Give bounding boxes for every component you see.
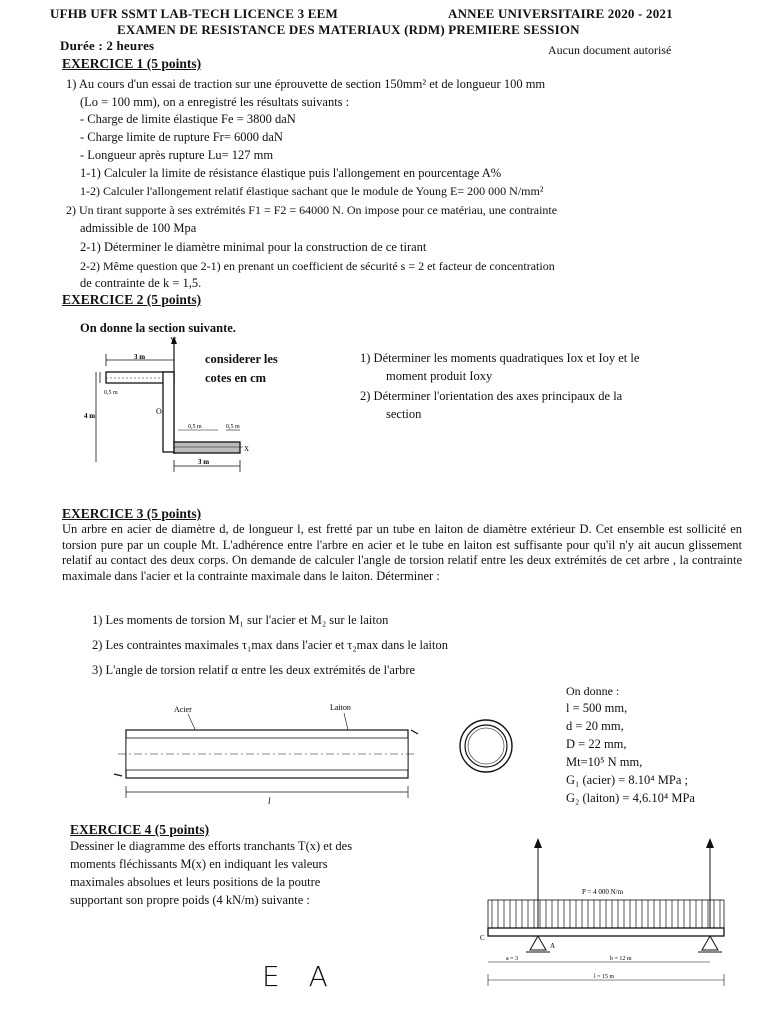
ex4-line: maximales absolues et leurs positions de la poutre	[70, 875, 321, 889]
ex2-dim-thick: 0,5 m	[104, 390, 118, 396]
ex4-line: supportant son propre poids (4 kN/m) suivante :	[70, 893, 310, 907]
ex2-title: EXERCICE 2 (5 points)	[62, 292, 202, 307]
header-exam-title: EXAMEN DE RESISTANCE DES MATERIAUX (RDM) PREMIERE SESSION	[117, 22, 580, 37]
ex2-dim-bottom: 3 m	[198, 458, 210, 466]
ex3-given: D = 22 mm,	[566, 737, 627, 751]
ex3-question: 2) Les contraintes maximales τ₁max dans l'acier et τ₂max dans le laiton	[92, 638, 448, 652]
ex4-beam-figure	[470, 834, 740, 998]
header-no-docs: Aucun document autorisé	[548, 43, 672, 57]
ex2-question: 1) Déterminer les moments quadratiques Iox et Ioy et le	[360, 351, 640, 365]
ex3-question: 1) Les moments de torsion M₁ sur l'acier et M₂ sur le laiton	[92, 613, 389, 627]
ex2-x-label: X	[244, 445, 250, 453]
handwritten-initials: E A	[262, 960, 338, 993]
ex3-label-l: l	[268, 796, 271, 806]
ex4-line: moments fléchissants M(x) en indiquant les valeurs	[70, 857, 328, 871]
ex1-line: 1-2) Calculer l'allongement relatif élastique sachant que le module de Young E= 200 000 N/mm²	[80, 184, 544, 198]
ex1-line: 1-1) Calculer la limite de résistance élastique puis l'allongement en pourcentage A%	[80, 166, 502, 180]
header-duration: Durée : 2 heures	[60, 38, 155, 53]
ex1-line: 2) Un tirant supporte à ses extrémités F1 = F2 = 64000 N. On impose pour ce matériau, une contrainte	[66, 203, 558, 217]
ex2-question: section	[386, 407, 422, 421]
ex3-given: G₂ (laiton) = 4,6.10⁴ MPa	[566, 791, 695, 805]
ex2-note: cotes en cm	[205, 371, 267, 385]
ex4-load-label: P = 4 000 N/m	[582, 888, 624, 896]
ex1-line: - Charge de limite élastique Fe = 3800 daN	[80, 112, 296, 126]
ex3-cross-section	[456, 716, 516, 776]
ex3-given: d = 20 mm,	[566, 719, 624, 733]
ex3-given-title: On donne :	[566, 684, 620, 698]
ex4-label-c: C	[480, 934, 485, 942]
header-institution: UFHB UFR SSMT LAB-TECH LICENCE 3 EEM	[50, 6, 338, 21]
ex2-dim-height: 4 m	[84, 412, 96, 420]
ex3-shaft-figure	[108, 700, 428, 810]
ex1-line: admissible de 100 Mpa	[80, 221, 197, 235]
ex1-line: 2-2) Même question que 2-1) en prenant un coefficient de sécurité s = 2 et facteur de concentration	[80, 259, 555, 273]
ex4-dim-l: l = 15 m	[594, 974, 615, 980]
ex4-dim-b: b = 12 m	[610, 956, 632, 962]
ex2-dim-web: 0,5 m	[188, 424, 202, 430]
ex3-given: G₁ (acier) = 8.10⁴ MPa ;	[566, 773, 688, 787]
ex1-line: - Longueur après rupture Lu= 127 mm	[80, 148, 274, 162]
ex4-dim-a: a = 3	[506, 956, 519, 962]
ex1-line: 1) Au cours d'un essai de traction sur une éprouvette de section 150mm² et de longueur 100 mm	[66, 77, 546, 91]
ex1-line: (Lo = 100 mm), on a enregistré les résultats suivants :	[80, 95, 350, 109]
ex3-given: l = 500 mm,	[566, 701, 628, 715]
ex1-line: 2-1) Déterminer le diamètre minimal pour la construction de ce tirant	[80, 240, 427, 254]
ex2-question: 2) Déterminer l'orientation des axes principaux de la	[360, 389, 623, 403]
ex3-given: Mt=10⁵ N mm,	[566, 755, 643, 769]
ex2-intro: On donne la section suivante.	[80, 321, 236, 335]
ex4-title: EXERCICE 4 (5 points)	[70, 822, 210, 837]
header-year: ANNEE UNIVERSITAIRE 2020 - 2021	[448, 6, 673, 21]
ex1-line: - Charge limite de rupture Fr= 6000 daN	[80, 130, 283, 144]
ex3-label-laiton: Laiton	[330, 703, 351, 712]
ex4-line: Dessiner le diagramme des efforts tranchants T(x) et des	[70, 839, 353, 853]
ex2-origin: O	[156, 407, 162, 416]
ex2-note: considerer les	[205, 352, 278, 366]
ex1-line: de contrainte de k = 1,5.	[80, 276, 202, 290]
ex1-title: EXERCICE 1 (5 points)	[62, 56, 202, 71]
ex3-label-acier: Acier	[174, 705, 192, 714]
ex2-dim-flange: 0,5 m	[226, 424, 240, 430]
ex3-paragraph: Un arbre en acier de diamètre d, de longueur l, est fretté par un tube en laiton de diamètre extérieur D. Cet ensemble est sollicité en torsion pure par un couple Mt. L'adhérence entre l'arbre en acier et le tube en laiton est suffisante pour qu'il n'y ait aucun glissement relatif au contact des deux corps. On demande de calculer l'angle de torsion relatif entre les deux extrémités de cet arbre , la contrainte maximale dans l'acier et la contrainte maximale dans le laiton. Déterminer :	[62, 522, 742, 583]
ex2-section-figure	[78, 334, 258, 474]
ex3-question: 3) L'angle de torsion relatif α entre les deux extrémités de l'arbre	[92, 663, 416, 677]
ex2-y-label: Y	[170, 336, 177, 346]
ex4-label-a: A	[550, 942, 556, 950]
ex3-title: EXERCICE 3 (5 points)	[62, 506, 202, 521]
ex2-question: moment produit Ioxy	[386, 369, 493, 383]
ex2-dim-top: 3 m	[134, 353, 146, 361]
